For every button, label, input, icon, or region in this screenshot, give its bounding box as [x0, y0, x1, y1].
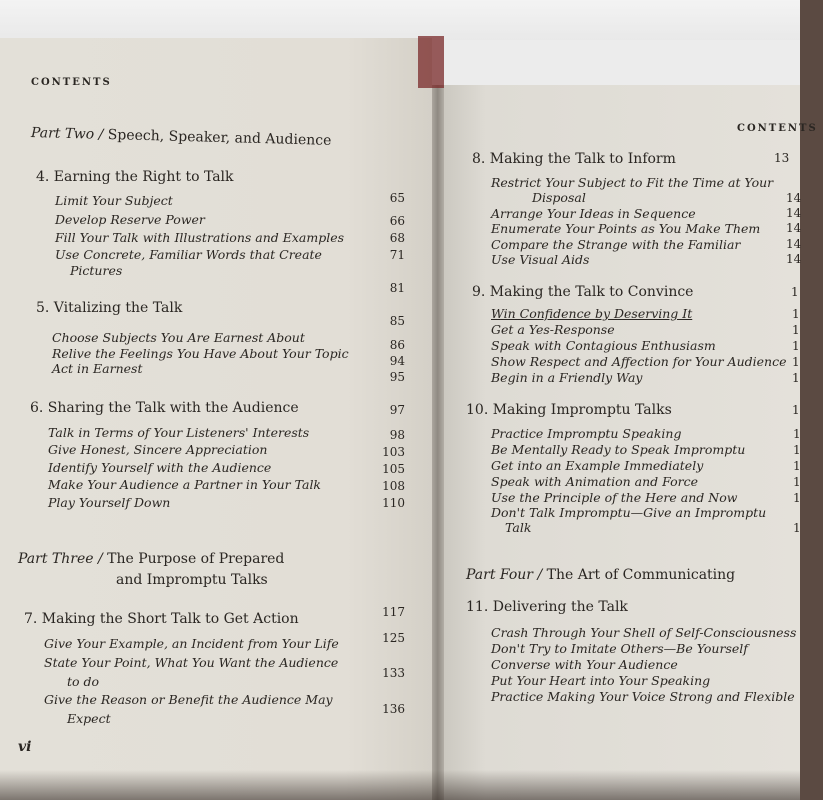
toc-entry: Show Respect and Affection for Your Audience — [491, 354, 787, 369]
toc-entry: Put Your Heart into Your Speaking — [491, 673, 711, 688]
toc-entry: Practice Impromptu Speaking — [491, 426, 682, 441]
page-number: 94 — [389, 354, 405, 368]
toc-entry: Choose Subjects You Are Earnest About — [52, 330, 305, 345]
part-label: Part Three — [18, 551, 94, 567]
chapter-5-heading: 5. Vitalizing the Talk — [36, 300, 183, 316]
part-title: Speech, Speaker, and Audience — [107, 127, 332, 149]
toc-entry: Develop Reserve Power — [55, 212, 205, 227]
toc-entry: Be Mentally Ready to Speak Impromptu — [491, 442, 746, 457]
part-separator: / — [98, 126, 104, 143]
page-number: 1 — [792, 403, 800, 417]
part-title: and Impromptu Talks — [116, 572, 268, 588]
page-number: 103 — [382, 445, 405, 459]
toc-entry: Compare the Strange with the Familiar — [491, 237, 741, 252]
toc-entry: Enumerate Your Points as You Make Them — [491, 221, 761, 236]
toc-entry: Get into an Example Immediately — [491, 458, 704, 473]
page-number: 108 — [382, 479, 405, 493]
book-gutter — [430, 85, 444, 800]
page-number: 1 — [791, 285, 799, 299]
page-number: 98 — [389, 428, 405, 442]
toc-entry: Give Honest, Sincere Appreciation — [48, 442, 268, 457]
page-number: 85 — [389, 314, 405, 328]
toc-entry: Speak with Contagious Enthusiasm — [491, 338, 716, 353]
chapter-6-heading: 6. Sharing the Talk with the Audience — [30, 400, 299, 416]
page-folio: vi — [18, 739, 32, 755]
running-header-left: CONTENTS — [31, 77, 112, 88]
toc-entry: Begin in a Friendly Way — [491, 370, 643, 385]
page-number: 81 — [389, 281, 405, 295]
left-page — [0, 38, 432, 800]
page-number: 1 — [793, 475, 801, 489]
page-number: 1 — [792, 355, 800, 369]
toc-entry: Arrange Your Ideas in Sequence — [491, 206, 696, 221]
toc-entry: Identify Yourself with the Audience — [48, 460, 272, 475]
toc-entry: State Your Point, What You Want the Audience — [44, 655, 339, 670]
page-number: 133 — [382, 666, 405, 680]
chapter-10-heading: 10. Making Impromptu Talks — [466, 402, 672, 418]
chapter-4-heading: 4. Earning the Right to Talk — [36, 169, 234, 185]
toc-entry-continued: Talk — [505, 520, 532, 535]
part-label: Part Two — [30, 125, 95, 143]
chapter-11-heading: 11. Delivering the Talk — [466, 599, 628, 615]
page-number: 97 — [389, 403, 405, 417]
page-number: 68 — [389, 231, 405, 245]
toc-entry: Practice Making Your Voice Strong and Flexible — [491, 689, 795, 704]
part-separator: / — [97, 551, 103, 567]
toc-entry: Play Yourself Down — [48, 495, 171, 510]
part-three-heading-line2 — [116, 572, 268, 588]
toc-entry: Talk in Terms of Your Listeners' Interests — [48, 425, 310, 440]
chapter-7-heading: 7. Making the Short Talk to Get Action — [24, 611, 299, 627]
part-separator: / — [537, 567, 543, 583]
toc-entry: Win Confidence by Deserving It — [491, 306, 693, 321]
toc-entry: Act in Earnest — [52, 361, 143, 376]
page-number: 14 — [786, 221, 802, 235]
page-number: 1 — [793, 443, 801, 457]
page-number: 71 — [389, 248, 405, 262]
page-number: 136 — [382, 702, 405, 716]
page-number: 13 — [774, 151, 790, 165]
page-number: 125 — [382, 631, 405, 645]
toc-entry: Speak with Animation and Force — [491, 474, 699, 489]
page-number: 65 — [389, 191, 405, 205]
toc-entry: Converse with Your Audience — [491, 657, 678, 672]
page-number: 1 — [793, 459, 801, 473]
page-number: 1 — [793, 491, 801, 505]
toc-entry: Restrict Your Subject to Fit the Time at Your — [491, 175, 774, 190]
page-number: 66 — [389, 214, 405, 228]
page-number: 86 — [389, 338, 405, 352]
chapter-8-heading: 8. Making the Talk to Inform — [472, 151, 676, 167]
page-number: 1 — [792, 371, 800, 385]
toc-entry: Relive the Feelings You Have About Your Topic — [52, 346, 349, 361]
toc-entry: Use Visual Aids — [491, 252, 590, 267]
toc-entry: Make Your Audience a Partner in Your Talk — [48, 477, 322, 492]
toc-entry: Give Your Example, an Incident from Your Life — [44, 636, 339, 651]
toc-entry: Get a Yes-Response — [491, 322, 615, 337]
page-number: 14 — [786, 206, 802, 220]
page-number: 1 — [793, 427, 801, 441]
book-spine — [418, 36, 444, 88]
page-number: 1 — [792, 307, 800, 321]
toc-entry: Give the Reason or Benefit the Audience May — [44, 692, 333, 707]
part-title: The Purpose of Prepared — [107, 551, 285, 567]
toc-entry: Use Concrete, Familiar Words that Create — [55, 247, 322, 262]
toc-entry: Don't Try to Imitate Others—Be Yourself — [491, 641, 748, 656]
running-header-right: CONTENTS — [737, 123, 818, 134]
toc-entry: Don't Talk Impromptu—Give an Impromptu — [491, 505, 767, 520]
part-label: Part Four — [466, 567, 533, 583]
toc-entry-continued: Pictures — [70, 263, 123, 278]
toc-entry-continued: Disposal — [532, 190, 586, 205]
toc-entry-continued: to do — [67, 674, 100, 689]
part-three-heading — [18, 551, 284, 567]
page-number: 14 — [786, 237, 802, 251]
bottom-shadow — [0, 770, 800, 800]
page-number: 14 — [786, 191, 802, 205]
page-number: 117 — [382, 605, 405, 619]
page-number: 14 — [786, 252, 802, 266]
background-right-top — [432, 40, 800, 85]
page-number: 1 — [792, 339, 800, 353]
toc-entry: Use the Principle of the Here and Now — [491, 490, 738, 505]
page-number: 95 — [389, 370, 405, 384]
chapter-9-heading: 9. Making the Talk to Convince — [472, 284, 694, 300]
part-four-heading — [466, 567, 735, 583]
toc-entry: Fill Your Talk with Illustrations and Examples — [55, 230, 345, 245]
page-number: 110 — [382, 496, 405, 510]
part-title: The Art of Communicating — [546, 567, 736, 583]
page-number: 1 — [793, 521, 801, 535]
page-number: 1 — [792, 323, 800, 337]
toc-entry: Limit Your Subject — [55, 193, 173, 208]
background-top — [0, 0, 800, 40]
page-number: 105 — [382, 462, 405, 476]
toc-entry-continued: Expect — [67, 711, 111, 726]
toc-entry: Crash Through Your Shell of Self-Consciousness — [491, 625, 797, 640]
